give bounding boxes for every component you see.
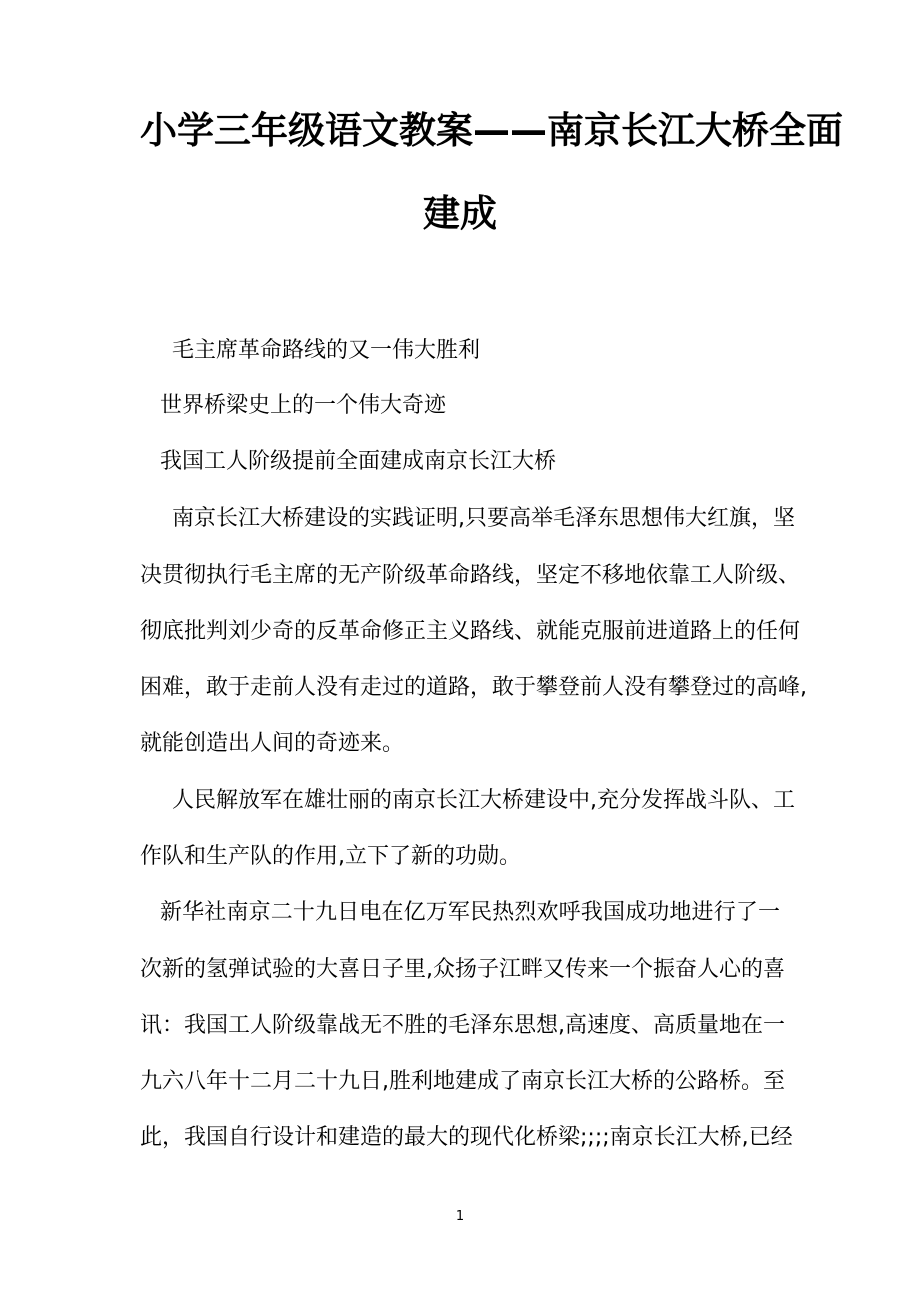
document-title-line-2: 建成 — [423, 192, 497, 235]
paragraph-1-line-5: 就能创造出人间的奇迹来。 — [140, 731, 405, 756]
subhead-3: 我国工人阶级提前全面建成南京长江大桥 — [160, 449, 557, 474]
paragraph-1-line-1: 南京长江大桥建设的实践证明,只要高举毛泽东思想伟大红旗，坚 — [172, 506, 795, 531]
paragraph-2-line-1: 人民解放军在雄壮丽的南京长江大桥建设中,充分发挥战斗队、工 — [172, 788, 795, 813]
subhead-1: 毛主席革命路线的又一伟大胜利 — [172, 338, 481, 363]
paragraph-3-line-1: 新华社南京二十九日电在亿万军民热烈欢呼我国成功地进行了一 — [160, 900, 780, 925]
paragraph-1-line-2: 决贯彻执行毛主席的无产阶级革命路线，坚定不移地依靠工人阶级、 — [140, 563, 801, 588]
paragraph-1-line-3: 彻底批判刘少奇的反革命修正主义路线、就能克服前进道路上的任何 — [140, 619, 801, 644]
paragraph-2-line-2: 作队和生产队的作用,立下了新的功勋。 — [140, 844, 521, 869]
document-title-line-1: 小学三年级语文教案——南京长江大桥全面 — [140, 109, 843, 152]
paragraph-3-line-3: 讯：我国工人阶级靠战无不胜的毛泽东思想,高速度、高质量地在一 — [140, 1013, 785, 1038]
paragraph-3-line-5: 此，我国自行设计和建造的最大的现代化桥梁;;;;南京长江大桥,已经 — [140, 1125, 793, 1150]
paragraph-1-line-4: 困难，敢于走前人没有走过的道路，敢于攀登前人没有攀登过的高峰, — [140, 675, 807, 700]
page-number: 1 — [455, 1209, 465, 1224]
paragraph-3-line-2: 次新的氢弹试验的大喜日子里,众扬子江畔又传来一个振奋人心的喜 — [140, 957, 785, 982]
paragraph-3-line-4: 九六八年十二月二十九日,胜利地建成了南京长江大桥的公路桥。至 — [140, 1069, 785, 1094]
subhead-2: 世界桥梁史上的一个伟大奇迹 — [160, 393, 447, 418]
